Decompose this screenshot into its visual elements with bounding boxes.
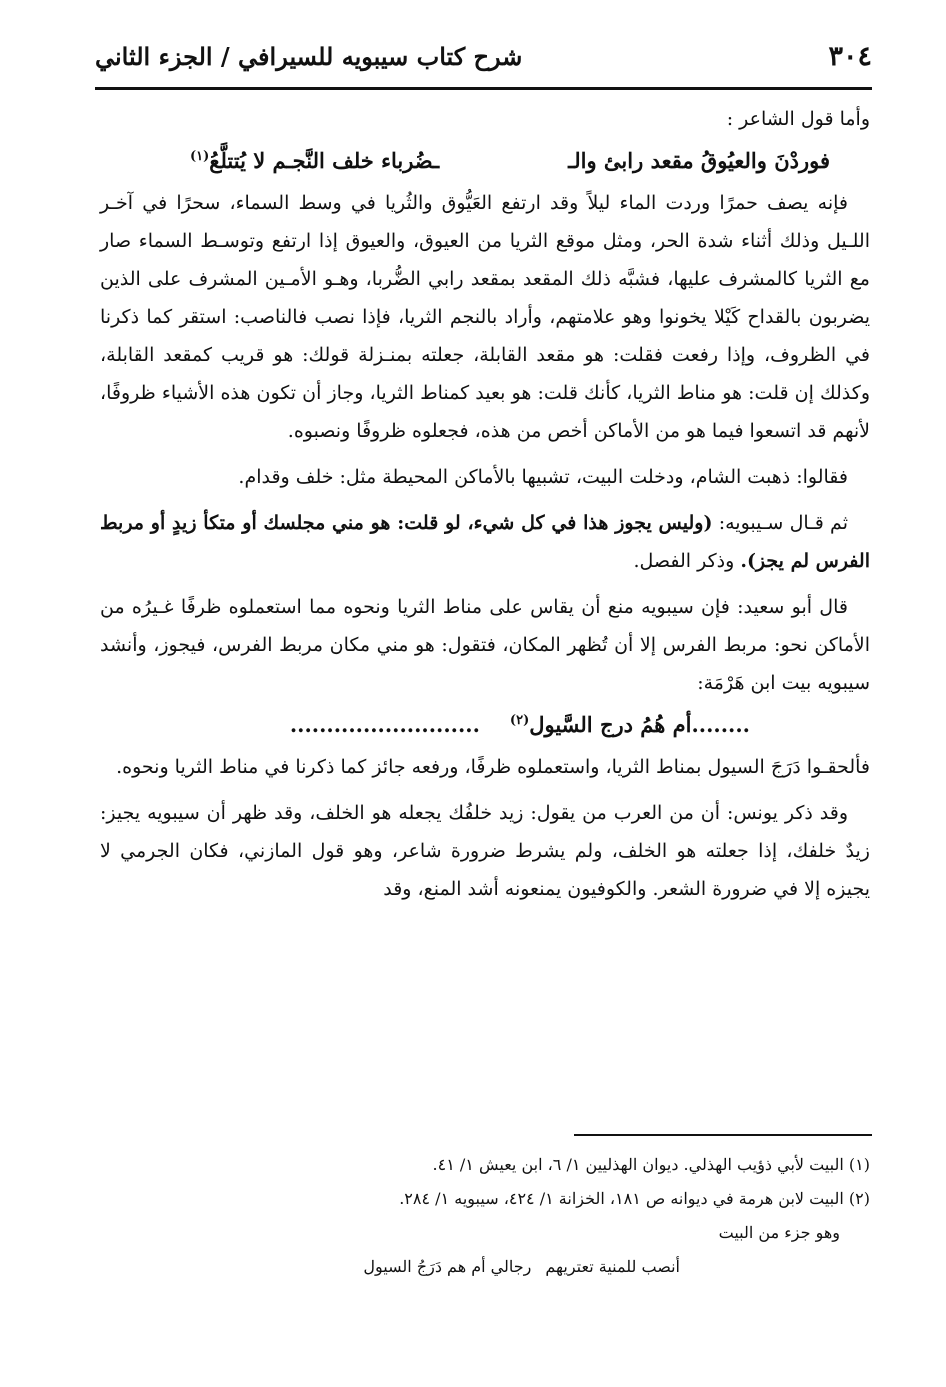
footnote-rule (574, 1134, 872, 1136)
abu-said-paragraph: قال أبو سعيد: فإن سيبويه منع أن يقاس على مناط الثريا ونحوه مما استعملوه ظرفًا غـيرُه من الأماكن نحو: مربط الفرس إلا أن تُظهر المكان، فتقول: هو مني مكان مربط الفرس، فيجوز، وأنشد سيبويه بيت ابن هَرْمَة: (100, 596, 870, 694)
examples-paragraph: فقالوا: ذهبت الشام، ودخلت البيت، تشبيها بالأماكن المحيطة مثل: خلف وقدام. (238, 466, 848, 488)
header-rule (95, 87, 872, 90)
main-text (100, 100, 870, 908)
spacer (100, 786, 870, 794)
verse-2-text: ........أم هُمُ درج السَّيول$^{(٢)}$ (509, 712, 750, 737)
spacer (100, 580, 870, 588)
yunus-paragraph: وقد ذكر يونس: أن من العرب من يقول: زيد خلفُك يجعله هو الخلف، وقد ظهر أن سيبويه يجيز: زيدٌ خلفك، إذا جعلته هو الخلف، ولم يشرط ضرورة شاعر، وهو قول المازني، فكان الجرمي لا يجيزه إلا في ضرورة الشعر. والكوفيون يمنعونه أشد المنع، وقد (100, 802, 870, 900)
after-verse-paragraph: فألحقـوا دَرَجَ السيول بمناط الثريا، واستعملوه ظرفًا، ورفعه جائز كما ذكرنا في مناط الثريا ونحوه. (116, 756, 870, 778)
verse-2-dots: .......................... (289, 712, 480, 737)
page-number: ٣٠٤ (828, 40, 872, 72)
spacer (100, 450, 870, 458)
sibawayh-lead: ثم قـال سـيبويه: (718, 512, 848, 534)
sibawayh-quote: (وليس يجوز هذا في كل شيء، لو قلت: هو مني مجلسك أو متكأ زيدٍ أو مربط الفرس لم يجز). (100, 512, 870, 572)
footnote-2-verse (100, 1250, 870, 1284)
intro-line: وأما قول الشاعر : (726, 108, 870, 130)
sibawayh-quote-paragraph (100, 504, 870, 580)
footnote-2-verse-first: أنصب للمنية تعتريهم (545, 1257, 680, 1276)
footnote-1: (١) البيت لأبي ذؤيب الهذلي. ديوان الهذليين ١/ ٦، ابن يعيش ١/ ٤١. (432, 1155, 870, 1174)
page-header (95, 30, 872, 82)
verse-1-second-half: ـضُرباء خلف النَّجـم لا يُتتلَّعُ$^{(١)}$ (190, 148, 440, 173)
footnote-2-note: وهو جزء من البيت (718, 1223, 840, 1242)
running-title: شرح كتاب سيبويه للسيرافي / الجزء الثاني (95, 41, 523, 71)
commentary-paragraph: فإنه يصف حمرًا وردت الماء ليلاً وقد ارتفع العَيُّوق والثُريا في وسط السماء، سحرًا في آخـر اللـيل وذلك أثناء شدة الحر، ومثل موقع الثريا من العيوق، والعيوق إذا ارتفع وتوسـط السماء صار مع الثريا كالمشرف عليها، فشبَّه ذلك المقعد بمقعد رابي الضُّربا، وهـو الأمـين المشرف على الذين يضربون بالقداح كَيْلا يخونوا وهو علامتهم، وأراد بالنجم الثريا، فإذا نصب فالناصب: استقر كما ذكرنا في الظروف، وإذا رفعت فقلت: هو مقعد القابلة، جعلته بمنـزلة قولك: هو قريب كمقعد القابلة، وكذلك إن قلت: هو مناط الثريا، كأنك قلت: هو بعيد كمناط الثريا، وجاز أن تكون هذه الأشياء ظروفًا، لأنهم قد اتسعوا فيما هو من الأماكن أخص من هذه، فجعلوه ظروفًا ونصبوه. (100, 192, 870, 442)
verse-2 (100, 702, 870, 748)
verse-1-first-half: فوردْنَ والعيُوقُ مقعد رابئ والـ (568, 148, 830, 173)
verse-1 (100, 138, 870, 184)
footnote-ref-1: (١) (190, 149, 210, 164)
sibawayh-tail: وذكر الفصل. (633, 550, 735, 572)
footnote-2-verse-second: رجالي أم هم دَرَجُ السيول (363, 1257, 532, 1276)
footnote-2: (٢) البيت لابن هرمة في ديوانه ص ١٨١، الخزانة ١/ ٤٢٤، سيبويه ١/ ٢٨٤. (399, 1189, 870, 1208)
footnote-ref-2: (٢) (509, 713, 530, 728)
spacer (100, 496, 870, 504)
footnotes (100, 1148, 870, 1284)
